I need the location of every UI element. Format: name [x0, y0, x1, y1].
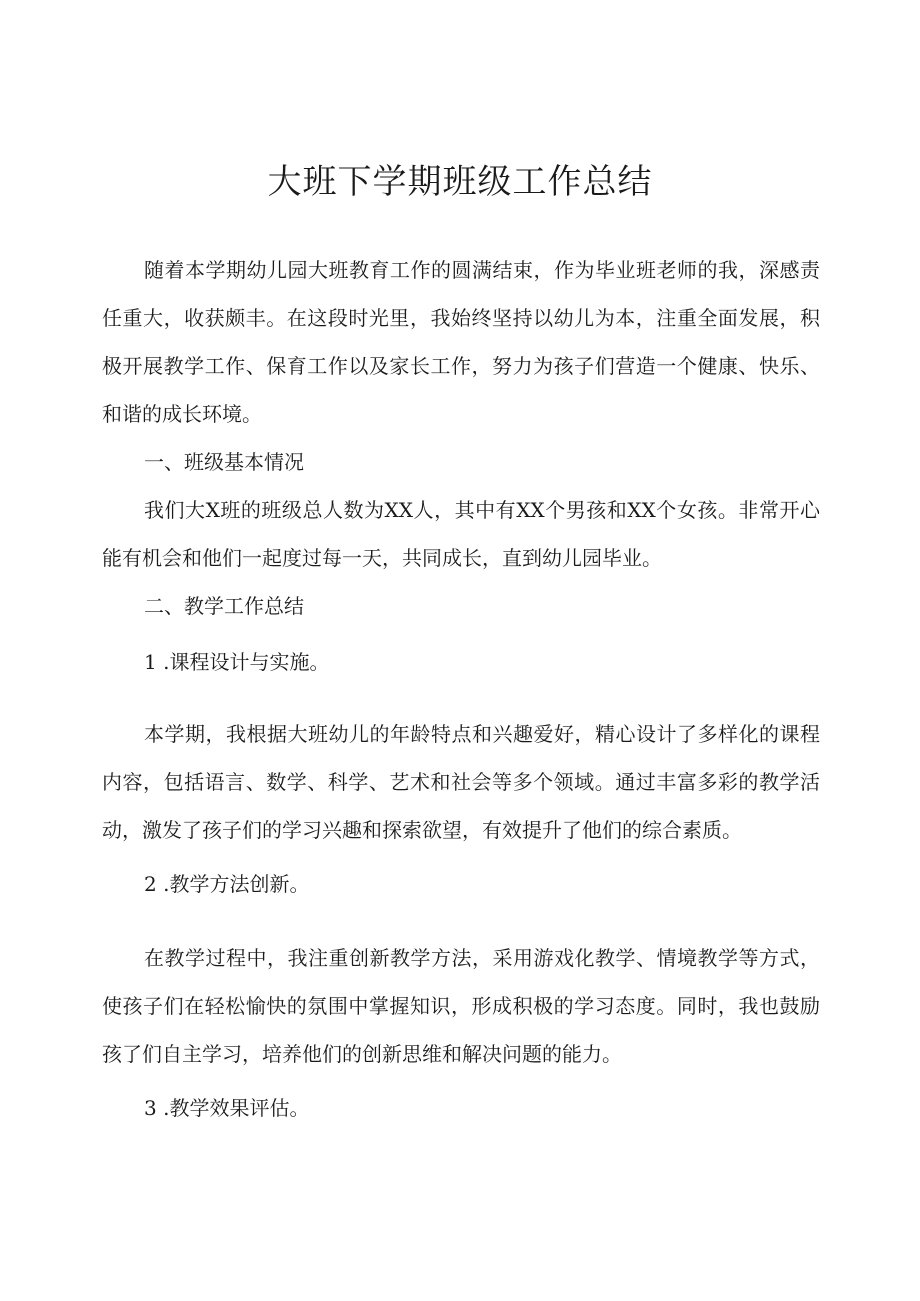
- class-info-paragraph: 我们大X班的班级总人数为XX人，其中有XX个男孩和XX个女孩。非常开心能有机会和他们一起度过每一天，共同成长，直到幼儿园毕业。: [102, 498, 820, 570]
- teaching-method-paragraph: 在教学过程中，我注重创新教学方法，采用游戏化教学、情境教学等方式，使孩子们在轻松愉快的氛围中掌握知识，形成积极的学习态度。同时，我也鼓励孩了们自主学习，培养他们的创新思维和解决问题的能力。: [102, 946, 820, 1066]
- subheading-teaching-method: 2 .教学方法创新。: [144, 872, 310, 896]
- document-title: 大班下学期班级工作总结: [267, 162, 653, 202]
- intro-paragraph: 随着本学期幼儿园大班教育工作的圆满结束，作为毕业班老师的我，深感责任重大，收获颇丰。在这段时光里，我始终坚持以幼儿为本，注重全面发展，积极开展教学工作、保育工作以及家长工作，努力为孩子们营造一个健康、快乐、和谐的成长环境。: [102, 258, 820, 426]
- course-design-paragraph: 本学期，我根据大班幼儿的年龄特点和兴趣爱好，精心设计了多样化的课程内容，包括语言、数学、科学、艺术和社会等多个领域。通过丰富多彩的教学活动，激发了孩子们的学习兴趣和探索欲望，有效提升了他们的综合素质。: [102, 722, 820, 842]
- section-heading-teaching-summary: 二、教学工作总结: [144, 594, 304, 618]
- subheading-teaching-evaluation: 3 .教学效果评估。: [144, 1096, 310, 1120]
- subheading-course-design: 1 .课程设计与实施。: [144, 650, 330, 674]
- section-heading-class-info: 一、班级基本情况: [144, 450, 304, 474]
